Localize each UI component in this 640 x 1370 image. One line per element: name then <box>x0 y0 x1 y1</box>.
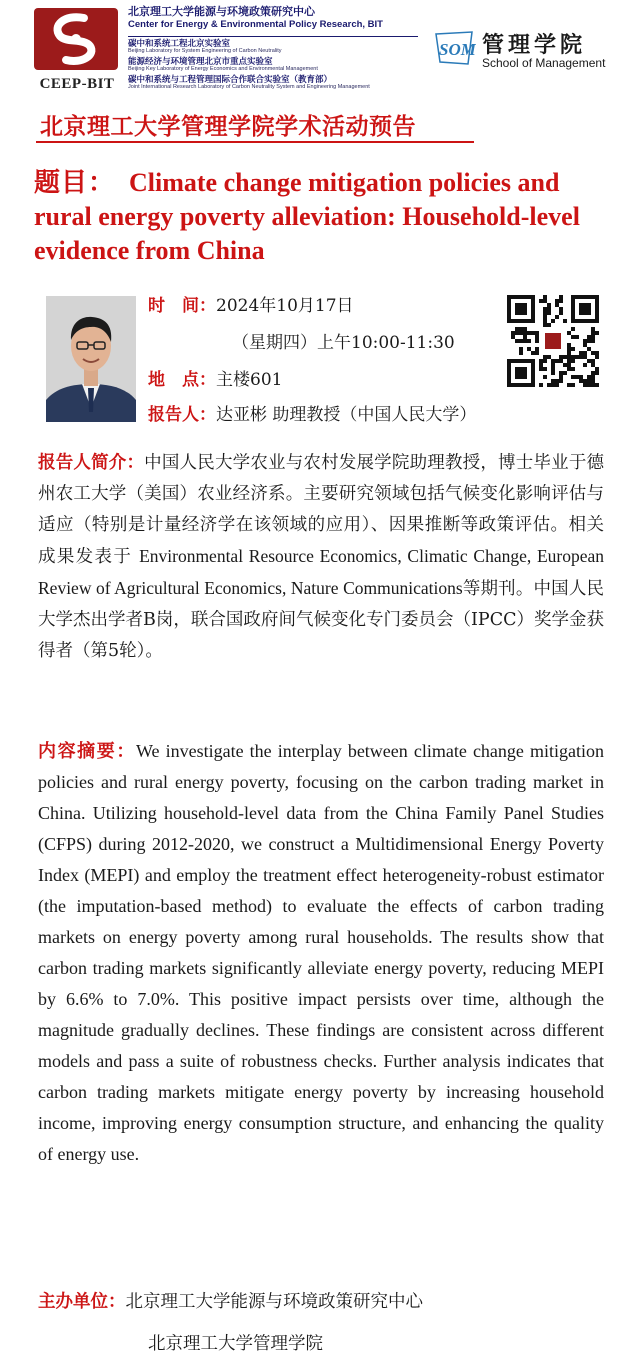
qr-code[interactable] <box>507 295 599 387</box>
ceep-swirl-icon <box>34 8 118 70</box>
ceep-logo-mark <box>34 8 118 70</box>
lab-3-cn: 碳中和系统与工程管理国际合作联合实验室（教育部） <box>128 74 333 84</box>
lab-2-en: Beijing Key Laboratory of Energy Economics and Environmental Management <box>128 66 318 72</box>
host-org-1: 北京理工大学能源与环境政策研究中心 <box>125 1292 423 1312</box>
topic-label: 题目： <box>34 168 116 197</box>
topic-title: Climate change mitigation policies and rural energy poverty alleviation: Household-level evidence from China <box>34 168 580 265</box>
som-name-cn: 管理学院 <box>482 32 587 58</box>
talk-abstract <box>38 736 604 1170</box>
speaker-portrait <box>46 296 136 422</box>
som-mark-text: SOM <box>439 40 476 59</box>
info-speaker-row <box>148 404 476 426</box>
bio-journals: Environmental Resource Economics, Climatic Change, European Review of Agricultural Economics, Nature Communications <box>38 546 604 598</box>
speaker-name: 达亚彬 助理教授（中国人民大学） <box>216 405 477 425</box>
lab-3-en: Joint International Research Laboratory of Carbon Neutrality System and Engineering Management <box>128 84 370 90</box>
info-time-detail <box>232 332 455 354</box>
event-date: 2024年10月17日 <box>216 296 354 316</box>
time-label: 时 间： <box>148 296 216 316</box>
center-info-block <box>128 6 428 91</box>
speaker-label: 报告人： <box>148 405 216 425</box>
header <box>0 0 640 100</box>
abstract-label: 内容摘要： <box>38 741 136 762</box>
info-time-row <box>148 295 354 317</box>
abstract-text: We investigate the interplay between climate change mitigation policies and rural energy poverty, focusing on the carbon trading market in China. Utilizing household-level data from the China Family Panel Studies (CFPS) during 2012-2020, we construct a Multidimensional Energy Poverty Index (MEPI) and employ the treatment effect heterogeneity-robust estimator (the imputation-based method) to evaluate the effects of carbon trading markets on energy poverty among rural households. The results show that carbon trading markets significantly alleviate energy poverty, reducing MEPI by 6.6% to 7.0%. This positive impact persists over time, although the magnitude gradually declines. These findings are consistent across different models and pass a suite of robustness checks. Further analysis indicates that carbon trading markets mitigate energy poverty by increasing household income, improving energy consumption structure, and enhancing the quality of energy use. <box>38 741 604 1164</box>
place-label: 地 点： <box>148 370 216 390</box>
lab-1-cn: 碳中和系统工程北京实验室 <box>128 38 231 48</box>
event-place: 主楼601 <box>216 370 283 390</box>
center-name-cn: 北京理工大学能源与环境政策研究中心 <box>128 6 315 18</box>
host-label: 主办单位： <box>38 1292 126 1312</box>
bio-label: 报告人简介： <box>38 453 145 473</box>
ceep-name: CEEP-BIT <box>39 76 115 92</box>
announcement-title: 北京理工大学管理学院学术活动预告 <box>40 113 416 140</box>
school-of-management-logo <box>432 26 612 76</box>
ceep-logo <box>30 6 124 98</box>
speaker-photo <box>46 296 136 422</box>
lab-2-cn: 能源经济与环境管理北京市重点实验室 <box>128 56 273 66</box>
speaker-bio <box>38 448 604 667</box>
som-logo-icon <box>432 28 476 68</box>
qr-code-icon <box>507 295 599 387</box>
host-org-2-row <box>148 1333 323 1355</box>
host-org-2: 北京理工大学管理学院 <box>148 1334 323 1354</box>
talk-topic <box>34 166 609 268</box>
announcement-underline <box>36 141 474 143</box>
center-name-en: Center for Energy & Environmental Policy Research, BIT <box>128 19 383 30</box>
bio-text-a: 中国人民大学农业与农村发展学院助理教授，博士毕业于德州农工大学（美国）农业经济系。主要研究领域包括气候变化影响评估与适应（特别是计量经济学在该领域的应用）、因果推断等政策评估。相关成果发表于 <box>38 453 605 567</box>
event-time: （星期四）上午10:00-11:30 <box>232 333 455 353</box>
header-divider <box>128 36 418 37</box>
bio-text-c: 等期刊。中国人民大学杰出学者B岗，联合国政府间气候变化专门委员会（IPCC）奖学金获得者（第5轮）。 <box>38 579 605 661</box>
host-row <box>38 1291 423 1313</box>
info-place-row <box>148 369 282 391</box>
lab-1-en: Beijing Laboratory for System Engineering of Carbon Neutrality <box>128 48 282 54</box>
som-name-en: School of Management <box>482 56 606 70</box>
